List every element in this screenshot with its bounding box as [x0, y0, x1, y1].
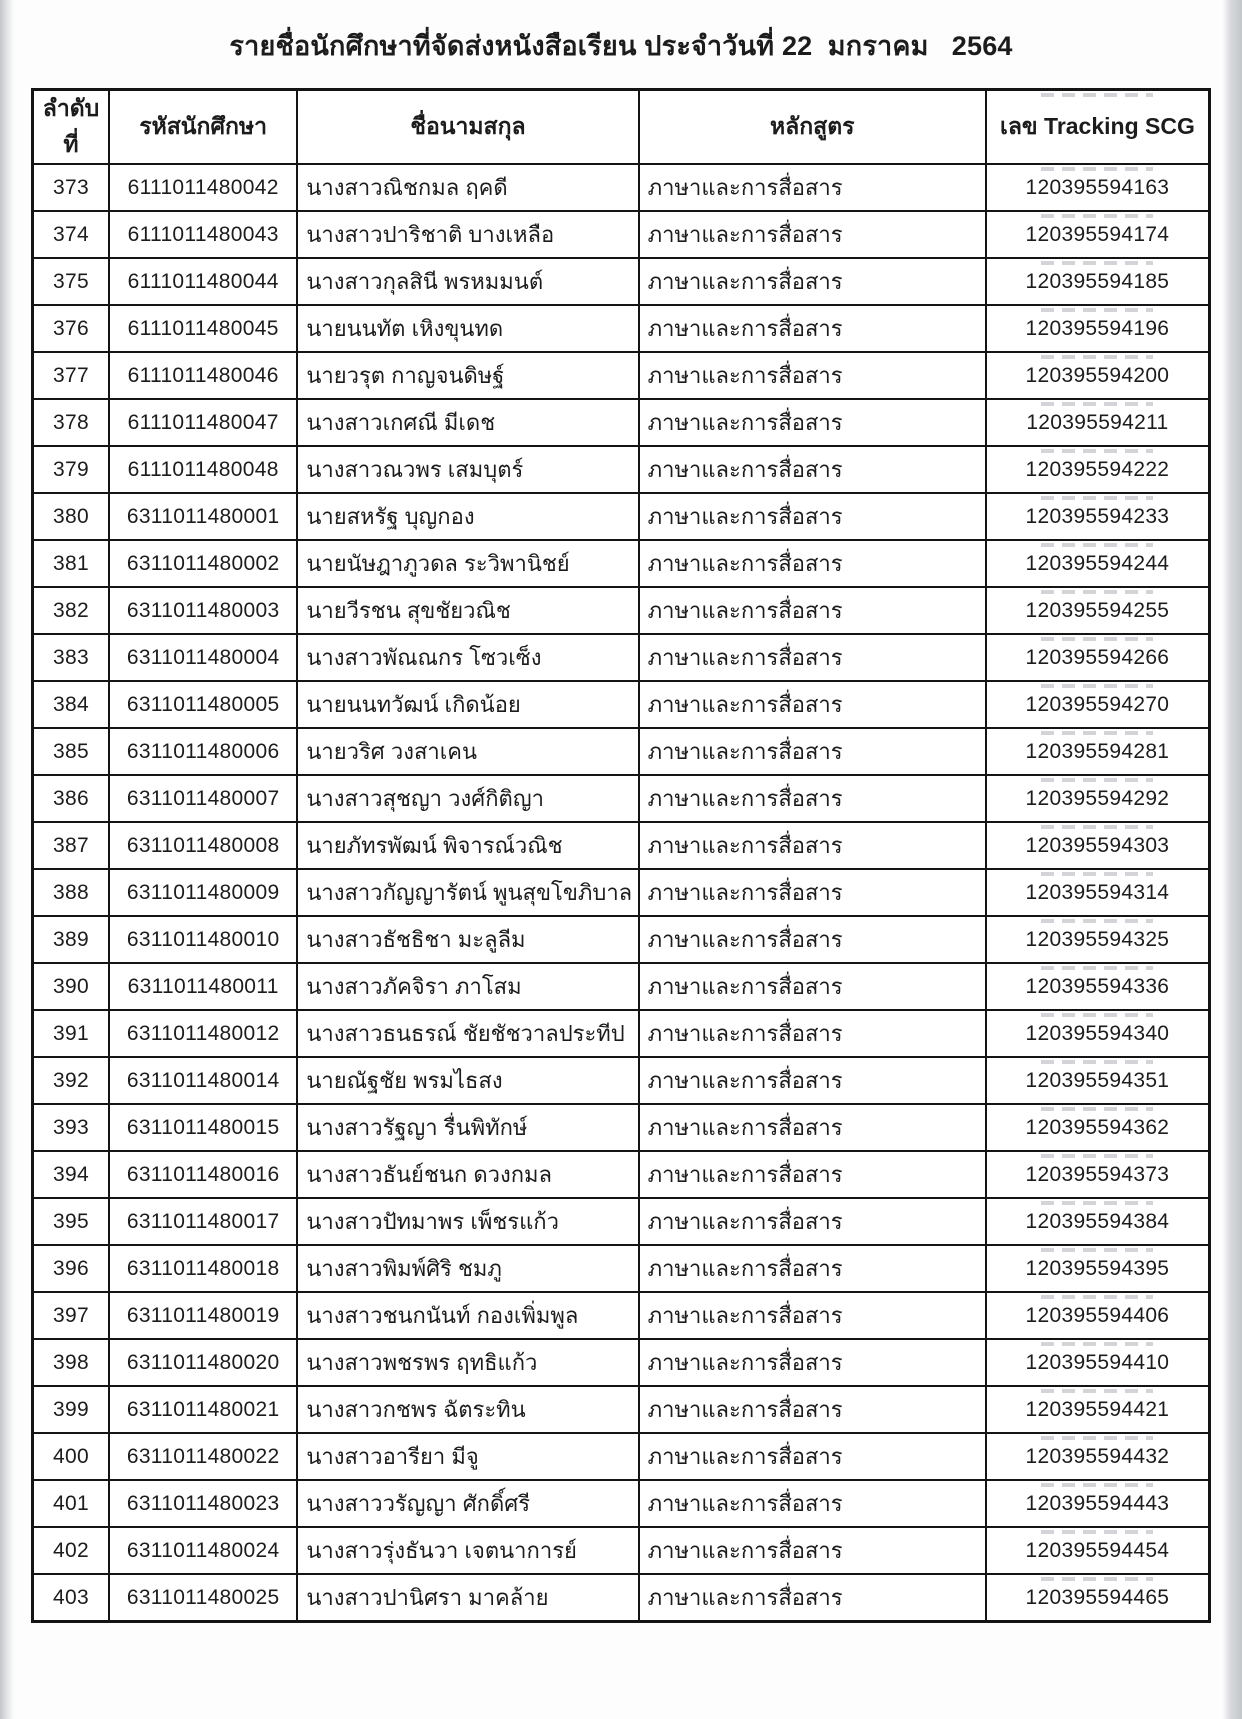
cell-student-id: 6311011480010 — [109, 916, 297, 963]
cell-student-id: 6311011480011 — [109, 963, 297, 1010]
cell-full-name: นายภัทรพัฒน์ พิจารณ์วณิช — [297, 822, 638, 869]
cell-tracking-number: 120395594325 — [986, 916, 1210, 963]
cell-full-name: นางสาวรัฐญา รื่นพิทักษ์ — [297, 1104, 638, 1151]
cell-full-name: นางสาววรัญญา ศักดิ์ศรี — [297, 1480, 638, 1527]
cell-tracking-number: 120395594303 — [986, 822, 1210, 869]
cell-student-id: 6311011480003 — [109, 587, 297, 634]
cell-order-no: 381 — [33, 540, 110, 587]
cell-full-name: นางสาวกุลสินี พรหมมนต์ — [297, 258, 638, 305]
cell-full-name: นายนนทัต เหิงขุนทด — [297, 305, 638, 352]
cell-full-name: นายณัฐชัย พรมไธสง — [297, 1057, 638, 1104]
cell-program: ภาษาและการสื่อสาร — [639, 446, 986, 493]
cell-student-id: 6111011480048 — [109, 446, 297, 493]
cell-program: ภาษาและการสื่อสาร — [639, 493, 986, 540]
cell-tracking-number: 120395594266 — [986, 634, 1210, 681]
cell-student-id: 6311011480002 — [109, 540, 297, 587]
column-header-student-id: รหัสนักศึกษา — [109, 90, 297, 165]
header-row — [33, 90, 1210, 165]
cell-full-name: นายวีรชน สุขชัยวณิช — [297, 587, 638, 634]
cell-student-id: 6311011480018 — [109, 1245, 297, 1292]
cell-program: ภาษาและการสื่อสาร — [639, 1198, 986, 1245]
cell-tracking-number: 120395594432 — [986, 1433, 1210, 1480]
cell-student-id: 6311011480014 — [109, 1057, 297, 1104]
cell-order-no: 392 — [33, 1057, 110, 1104]
cell-student-id: 6311011480006 — [109, 728, 297, 775]
table-row — [33, 1480, 1210, 1527]
cell-program: ภาษาและการสื่อสาร — [639, 916, 986, 963]
cell-program: ภาษาและการสื่อสาร — [639, 634, 986, 681]
cell-order-no: 399 — [33, 1386, 110, 1433]
table-row — [33, 1527, 1210, 1574]
cell-tracking-number: 120395594270 — [986, 681, 1210, 728]
cell-program: ภาษาและการสื่อสาร — [639, 1433, 986, 1480]
column-header-order-no: ลำดับที่ — [33, 90, 110, 165]
cell-student-id: 6311011480001 — [109, 493, 297, 540]
cell-full-name: นางสาวภัคจิรา ภาโสม — [297, 963, 638, 1010]
cell-tracking-number: 120395594314 — [986, 869, 1210, 916]
table-row — [33, 1574, 1210, 1622]
cell-student-id: 6311011480022 — [109, 1433, 297, 1480]
cell-full-name: นางสาวชนกนันท์ กองเพิ่มพูล — [297, 1292, 638, 1339]
cell-full-name: นางสาวรุ่งธันวา เจตนาการย์ — [297, 1527, 638, 1574]
cell-full-name: นางสาวอารียา มีจู — [297, 1433, 638, 1480]
cell-tracking-number: 120395594292 — [986, 775, 1210, 822]
table-row — [33, 305, 1210, 352]
table-row — [33, 1339, 1210, 1386]
cell-program: ภาษาและการสื่อสาร — [639, 728, 986, 775]
cell-program: ภาษาและการสื่อสาร — [639, 305, 986, 352]
cell-student-id: 6311011480021 — [109, 1386, 297, 1433]
cell-order-no: 384 — [33, 681, 110, 728]
cell-program: ภาษาและการสื่อสาร — [639, 1480, 986, 1527]
cell-tracking-number: 120395594465 — [986, 1574, 1210, 1622]
table-row — [33, 493, 1210, 540]
cell-tracking-number: 120395594410 — [986, 1339, 1210, 1386]
cell-order-no: 400 — [33, 1433, 110, 1480]
table-row — [33, 869, 1210, 916]
cell-program: ภาษาและการสื่อสาร — [639, 869, 986, 916]
cell-full-name: นางสาวธัชธิชา มะลูลีม — [297, 916, 638, 963]
cell-full-name: นางสาวกัญญารัตน์ พูนสุขโขภิบาล — [297, 869, 638, 916]
cell-order-no: 402 — [33, 1527, 110, 1574]
cell-order-no: 388 — [33, 869, 110, 916]
table-row — [33, 540, 1210, 587]
table-row — [33, 728, 1210, 775]
cell-tracking-number: 120395594421 — [986, 1386, 1210, 1433]
cell-order-no: 375 — [33, 258, 110, 305]
table-row — [33, 775, 1210, 822]
cell-program: ภาษาและการสื่อสาร — [639, 681, 986, 728]
page-title: รายชื่อนักศึกษาที่จัดส่งหนังสือเรียน ประจำวันที่ 22 มกราคม 2564 — [229, 31, 1013, 61]
cell-order-no: 373 — [33, 164, 110, 211]
cell-full-name: นายนัษฎาภูวดล ระวิพานิชย์ — [297, 540, 638, 587]
cell-order-no: 389 — [33, 916, 110, 963]
cell-tracking-number: 120395594340 — [986, 1010, 1210, 1057]
cell-program: ภาษาและการสื่อสาร — [639, 1527, 986, 1574]
cell-order-no: 393 — [33, 1104, 110, 1151]
cell-full-name: นางสาวกชพร ฉัตระทิน — [297, 1386, 638, 1433]
table-row — [33, 1104, 1210, 1151]
cell-order-no: 395 — [33, 1198, 110, 1245]
cell-student-id: 6311011480008 — [109, 822, 297, 869]
table-row — [33, 399, 1210, 446]
table-row — [33, 916, 1210, 963]
table-row — [33, 1010, 1210, 1057]
cell-program: ภาษาและการสื่อสาร — [639, 963, 986, 1010]
table-row — [33, 352, 1210, 399]
table-row — [33, 1245, 1210, 1292]
cell-full-name: นางสาวปัทมาพร เพ็ชรแก้ว — [297, 1198, 638, 1245]
cell-student-id: 6311011480004 — [109, 634, 297, 681]
cell-full-name: นางสาวปานิศรา มาคล้าย — [297, 1574, 638, 1622]
cell-tracking-number: 120395594281 — [986, 728, 1210, 775]
cell-tracking-number: 120395594255 — [986, 587, 1210, 634]
cell-order-no: 397 — [33, 1292, 110, 1339]
cell-student-id: 6111011480046 — [109, 352, 297, 399]
cell-student-id: 6111011480047 — [109, 399, 297, 446]
table-row — [33, 1198, 1210, 1245]
student-table-header — [33, 90, 1210, 165]
cell-tracking-number: 120395594362 — [986, 1104, 1210, 1151]
cell-student-id: 6311011480009 — [109, 869, 297, 916]
cell-student-id: 6311011480012 — [109, 1010, 297, 1057]
cell-order-no: 390 — [33, 963, 110, 1010]
table-row — [33, 258, 1210, 305]
cell-program: ภาษาและการสื่อสาร — [639, 352, 986, 399]
page-left-edge — [0, 0, 14, 1719]
cell-full-name: นายนนทวัฒน์ เกิดน้อย — [297, 681, 638, 728]
cell-order-no: 380 — [33, 493, 110, 540]
cell-student-id: 6311011480019 — [109, 1292, 297, 1339]
page-right-edge — [1222, 0, 1242, 1719]
cell-program: ภาษาและการสื่อสาร — [639, 587, 986, 634]
cell-tracking-number: 120395594351 — [986, 1057, 1210, 1104]
cell-tracking-number: 120395594200 — [986, 352, 1210, 399]
cell-program: ภาษาและการสื่อสาร — [639, 164, 986, 211]
cell-student-id: 6111011480043 — [109, 211, 297, 258]
cell-tracking-number: 120395594211 — [986, 399, 1210, 446]
cell-order-no: 401 — [33, 1480, 110, 1527]
cell-program: ภาษาและการสื่อสาร — [639, 399, 986, 446]
cell-full-name: นางสาวธนธรณ์ ชัยชัชวาลประทีป — [297, 1010, 638, 1057]
cell-program: ภาษาและการสื่อสาร — [639, 258, 986, 305]
cell-student-id: 6311011480020 — [109, 1339, 297, 1386]
cell-student-id: 6311011480007 — [109, 775, 297, 822]
cell-tracking-number: 120395594443 — [986, 1480, 1210, 1527]
cell-program: ภาษาและการสื่อสาร — [639, 822, 986, 869]
cell-tracking-number: 120395594384 — [986, 1198, 1210, 1245]
cell-program: ภาษาและการสื่อสาร — [639, 1292, 986, 1339]
student-table — [31, 88, 1211, 1623]
cell-full-name: นางสาวณวพร เสมบุตร์ — [297, 446, 638, 493]
cell-order-no: 387 — [33, 822, 110, 869]
cell-order-no: 403 — [33, 1574, 110, 1622]
table-row — [33, 822, 1210, 869]
cell-order-no: 382 — [33, 587, 110, 634]
cell-student-id: 6311011480023 — [109, 1480, 297, 1527]
cell-student-id: 6311011480024 — [109, 1527, 297, 1574]
table-row — [33, 1292, 1210, 1339]
cell-full-name: นายวริศ วงสาเคน — [297, 728, 638, 775]
cell-full-name: นางสาวสุชญา วงศ์กิติญา — [297, 775, 638, 822]
cell-program: ภาษาและการสื่อสาร — [639, 211, 986, 258]
cell-order-no: 391 — [33, 1010, 110, 1057]
cell-tracking-number: 120395594336 — [986, 963, 1210, 1010]
cell-order-no: 385 — [33, 728, 110, 775]
cell-full-name: นายวรุต กาญจนดิษฐ์ — [297, 352, 638, 399]
cell-program: ภาษาและการสื่อสาร — [639, 540, 986, 587]
cell-program: ภาษาและการสื่อสาร — [639, 1010, 986, 1057]
cell-tracking-number: 120395594222 — [986, 446, 1210, 493]
table-row — [33, 164, 1210, 211]
table-row — [33, 587, 1210, 634]
cell-tracking-number: 120395594406 — [986, 1292, 1210, 1339]
cell-program: ภาษาและการสื่อสาร — [639, 1104, 986, 1151]
cell-full-name: นางสาวพชรพร ฤทธิแก้ว — [297, 1339, 638, 1386]
cell-order-no: 394 — [33, 1151, 110, 1198]
table-row — [33, 963, 1210, 1010]
cell-program: ภาษาและการสื่อสาร — [639, 775, 986, 822]
cell-tracking-number: 120395594174 — [986, 211, 1210, 258]
table-row — [33, 1057, 1210, 1104]
cell-tracking-number: 120395594454 — [986, 1527, 1210, 1574]
cell-tracking-number: 120395594373 — [986, 1151, 1210, 1198]
cell-program: ภาษาและการสื่อสาร — [639, 1386, 986, 1433]
student-table-body — [33, 164, 1210, 1622]
cell-tracking-number: 120395594163 — [986, 164, 1210, 211]
cell-full-name: นางสาวพิมพ์ศิริ ชมภู — [297, 1245, 638, 1292]
table-row — [33, 1386, 1210, 1433]
cell-full-name: นางสาวณิชกมล ฤคดี — [297, 164, 638, 211]
cell-program: ภาษาและการสื่อสาร — [639, 1057, 986, 1104]
cell-full-name: นายสหรัฐ บุญกอง — [297, 493, 638, 540]
cell-full-name: นางสาวปาริชาติ บางเหลือ — [297, 211, 638, 258]
cell-order-no: 398 — [33, 1339, 110, 1386]
cell-order-no: 383 — [33, 634, 110, 681]
table-row — [33, 681, 1210, 728]
cell-program: ภาษาและการสื่อสาร — [639, 1574, 986, 1622]
cell-order-no: 374 — [33, 211, 110, 258]
cell-order-no: 396 — [33, 1245, 110, 1292]
column-header-tracking: เลข Tracking SCG — [986, 90, 1210, 165]
cell-tracking-number: 120395594244 — [986, 540, 1210, 587]
cell-full-name: นางสาวเกศณี มีเดช — [297, 399, 638, 446]
cell-student-id: 6311011480005 — [109, 681, 297, 728]
cell-order-no: 379 — [33, 446, 110, 493]
cell-order-no: 378 — [33, 399, 110, 446]
cell-full-name: นางสาวพัณณกร โซวเซ็ง — [297, 634, 638, 681]
cell-student-id: 6111011480045 — [109, 305, 297, 352]
table-row — [33, 1151, 1210, 1198]
cell-program: ภาษาและการสื่อสาร — [639, 1245, 986, 1292]
cell-full-name: นางสาวธันย์ชนก ดวงกมล — [297, 1151, 638, 1198]
cell-student-id: 6111011480042 — [109, 164, 297, 211]
column-header-full-name: ชื่อนามสกุล — [297, 90, 638, 165]
cell-student-id: 6311011480025 — [109, 1574, 297, 1622]
cell-tracking-number: 120395594185 — [986, 258, 1210, 305]
cell-student-id: 6311011480017 — [109, 1198, 297, 1245]
table-row — [33, 1433, 1210, 1480]
table-row — [33, 446, 1210, 493]
cell-program: ภาษาและการสื่อสาร — [639, 1151, 986, 1198]
cell-program: ภาษาและการสื่อสาร — [639, 1339, 986, 1386]
cell-order-no: 386 — [33, 775, 110, 822]
cell-tracking-number: 120395594395 — [986, 1245, 1210, 1292]
cell-order-no: 377 — [33, 352, 110, 399]
cell-student-id: 6111011480044 — [109, 258, 297, 305]
table-row — [33, 211, 1210, 258]
cell-tracking-number: 120395594196 — [986, 305, 1210, 352]
cell-tracking-number: 120395594233 — [986, 493, 1210, 540]
table-row — [33, 634, 1210, 681]
cell-student-id: 6311011480015 — [109, 1104, 297, 1151]
cell-student-id: 6311011480016 — [109, 1151, 297, 1198]
column-header-program: หลักสูตร — [639, 90, 986, 165]
cell-order-no: 376 — [33, 305, 110, 352]
